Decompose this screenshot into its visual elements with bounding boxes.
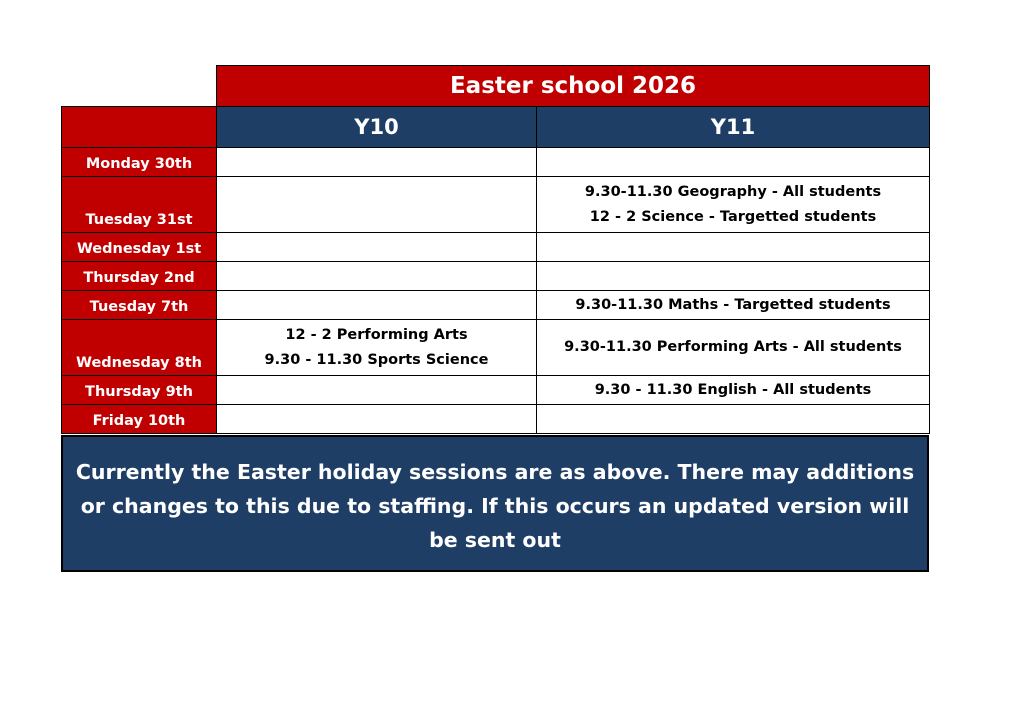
session-entry: 9.30 - 11.30 English - All students — [594, 381, 872, 398]
session-entry: 12 - 2 Performing Arts — [285, 326, 468, 343]
y10-session-cell — [217, 262, 537, 291]
column-header-y10: Y10 — [217, 107, 537, 148]
y11-session-cell — [537, 376, 930, 405]
table-row — [62, 177, 930, 233]
day-label: Thursday 9th — [62, 376, 217, 405]
y11-session-cell — [537, 262, 930, 291]
day-label: Friday 10th — [62, 405, 217, 434]
y11-session-cell — [537, 291, 930, 320]
session-entry: 9.30 - 11.30 Sports Science — [264, 351, 489, 368]
y10-session-cell — [217, 233, 537, 262]
day-column-header — [62, 107, 217, 148]
y11-session-cell — [537, 233, 930, 262]
day-label: Wednesday 1st — [62, 233, 217, 262]
session-entry: 9.30-11.30 Performing Arts - All students — [564, 339, 902, 355]
table-row — [62, 233, 930, 262]
y10-session-cell — [217, 405, 537, 434]
session-entry: 9.30-11.30 Geography - All students — [584, 183, 882, 200]
y10-session-cell — [217, 148, 537, 177]
y10-session-cell — [217, 177, 537, 233]
y10-session-cell — [217, 320, 537, 376]
y11-session-cell — [537, 320, 930, 376]
column-header-y11: Y11 — [537, 107, 930, 148]
blank-corner-cell — [62, 66, 217, 107]
table-row — [62, 148, 930, 177]
table-row — [62, 405, 930, 434]
session-entry: 12 - 2 Science - Targetted students — [589, 208, 877, 225]
day-label: Thursday 2nd — [62, 262, 217, 291]
table-row — [62, 291, 930, 320]
day-label: Wednesday 8th — [62, 320, 217, 376]
y11-session-cell — [537, 148, 930, 177]
table-row — [62, 376, 930, 405]
day-label: Tuesday 31st — [62, 177, 217, 233]
notice-text: Currently the Easter holiday sessions are as above. There may additions or changes to this due to staffing. If this occurs an updated version will be sent out — [75, 460, 915, 552]
y10-session-cell — [217, 291, 537, 320]
timetable-title: Easter school 2026 — [217, 66, 930, 107]
y11-session-cell — [537, 177, 930, 233]
day-label: Tuesday 7th — [62, 291, 217, 320]
table-row — [62, 262, 930, 291]
y11-session-cell — [537, 405, 930, 434]
day-label: Monday 30th — [62, 148, 217, 177]
table-row — [62, 320, 930, 376]
y10-session-cell — [217, 376, 537, 405]
easter-school-timetable — [61, 65, 930, 434]
session-entry: 9.30-11.30 Maths - Targetted students — [575, 296, 891, 313]
notice-box — [61, 435, 929, 572]
